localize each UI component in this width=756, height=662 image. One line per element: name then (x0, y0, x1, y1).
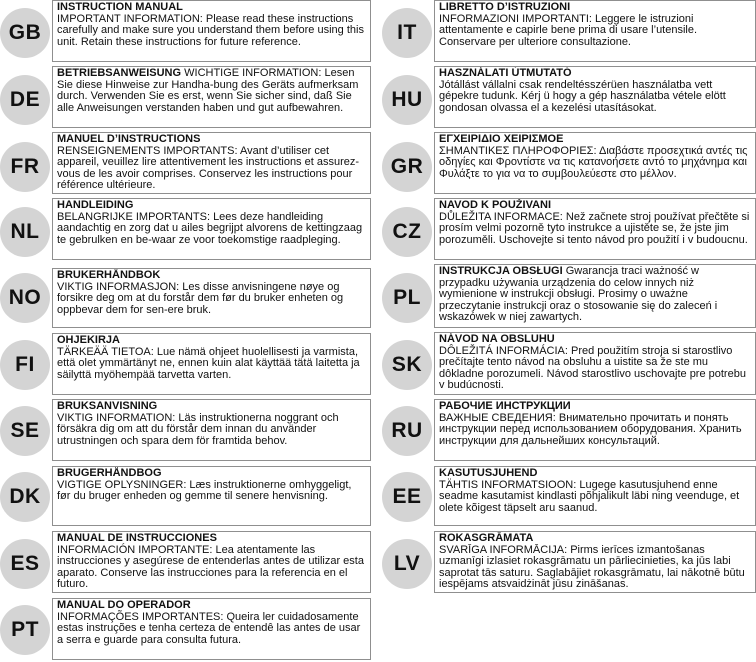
entry-text-pt: INFORMAÇÕES IMPORTANTES: Queira ler cuidadosamente estas instruções e tenha certeza de entendê las antes de usar a serra e guarde para consulta futura. (57, 610, 361, 646)
entry-box-it (434, 0, 756, 62)
language-badge-gr: GR (382, 142, 432, 192)
language-badge-pl: PL (382, 273, 432, 323)
entry-title-sk: NÁVOD NA OBSLUHU (439, 333, 555, 345)
entry-title-cz: NAVOD K POUŽIVANI (439, 199, 552, 211)
language-badge-ru: RU (382, 406, 432, 456)
language-badge-cz: CZ (382, 207, 432, 257)
language-badge-hu: HU (382, 75, 432, 125)
language-badge-lv: LV (382, 539, 432, 589)
entry-box-gb (52, 0, 371, 62)
entry-title-ee: KASUTUSJUHEND (439, 467, 538, 479)
language-badge-fr: FR (0, 142, 50, 192)
entry-title-gr: ΕΓΧΕΙΡΙΔΙΟ ΧΕΙΡΙΣΜΟΕ (439, 133, 564, 145)
entry-text-sk: DÔLEŽITÁ INFORMÁCIA: Pred použitím stroja si starostlivo prečítajte tento návod na obsluhu a uistite sa že ste mu dôkladne porozumeli. Návod starostlivo uschovajte pre potrebu v budúcnosti. (439, 344, 746, 392)
entry-title-ru: РАБОЧИЕ ИНСТРУКЦИИ (439, 400, 571, 412)
language-badge-it: IT (382, 8, 432, 58)
language-badge-pt: PT (0, 605, 50, 655)
entry-box-de (52, 66, 371, 128)
entry-title-pl: INSTRUKCJA OBSŁUGI (439, 265, 563, 277)
entry-text-lv: SVARĪGA INFORMĀCIJA: Pirms ierīces izmantošanas uzmanīgi izlasiet rokasgrāmatu un pārliecinieties, ka jūs labi saprotat tās saturu. Saglabājiet rokasgrāmatu, lai nākotnē būtu iespējams atsvaidżināt jūsu zināšanas. (439, 543, 745, 591)
entry-title-fi: OHJEKIRJA (57, 334, 120, 346)
entry-box-gr (434, 132, 756, 194)
entry-title-pt: MANUAL DO OPERADOR (57, 599, 191, 611)
entry-text-nl: BELANGRIJKE IMPORTANTS: Lees deze handleiding aandachtig en zorg dat u ailes begrijpt alvorens de kettingzaag te gebrulken en be-waar ze voor toekomstige raadpleging. (57, 210, 363, 246)
entry-box-fr (52, 132, 371, 194)
entry-text-it: INFORMAZIONI IMPORTANTI: Leggere le istruzioni attentamente e capirle bene prima di usare l’utensile. Conservare per ulteriore consultazione. (439, 12, 698, 48)
entry-box-dk (52, 466, 371, 526)
entry-text-fr: RENSEIGNEMENTS IMPORTANTS: Avant d’utiliser cet appareil, veuillez lire attentivement les instructions et assurez-vous de les avoir comprises. Conservez les instructions pour référence ultérieure. (57, 144, 360, 192)
entry-title-se: BRUKSANVISNING (57, 400, 158, 412)
entry-title-no: BRUKERHÅNDBOK (57, 269, 161, 281)
entry-box-es (52, 531, 371, 593)
entry-box-se (52, 399, 371, 461)
entry-title-de: BETRIEBSANWEISUNG (57, 67, 182, 79)
entry-box-fi (52, 333, 371, 395)
entry-text-no: VIKTIG INFORMASJON: Les disse anvisningene nøye og forsikre deg om at du forstår dem før du bruker enheten og oppbevar dem for sen-ere bruk. (57, 280, 344, 316)
language-badge-ee: EE (382, 472, 432, 522)
entry-text-ru: ВАЖНЫЕ СВЕДЕНИЯ: Внимательно прочитать и понять инструкции перед использованием оборудования. Хранить инструкции для дальнейших консультаций. (439, 411, 742, 447)
language-badge-de: DE (0, 75, 50, 125)
entry-box-lv (434, 531, 756, 593)
language-badge-sk: SK (382, 340, 432, 390)
entry-text-dk: VIGTIGE OPLYSNINGER: Læs instruktionerne omhyggeligt, før du bruger enheden og gemme til senere henvisning. (57, 478, 352, 503)
entry-box-pl (434, 264, 756, 328)
entry-title-es: MANUAL DE INSTRUCCIONES (57, 532, 217, 544)
entry-title-fr: MANUEL D’INSTRUCTIONS (57, 133, 201, 145)
language-badge-gb: GB (0, 8, 50, 58)
entry-text-pl: INSTRUKCJA OBSŁUGI Gwarancja traci ważność w przypadku używania urządzenia do celow innych niż wymienione w instrukcji obsługi. Prosimy o uważne przeczytanie instrukcji oraz o stosowanie się do zaleceń i wskazówek w niej zawartych. (439, 265, 718, 324)
language-badge-es: ES (0, 539, 50, 589)
entry-box-nl (52, 198, 371, 260)
entry-box-pt (52, 598, 371, 660)
entry-title-dk: BRUGERHÅNDBOG (57, 467, 162, 479)
language-badge-dk: DK (0, 472, 50, 522)
entry-text-gb: IMPORTANT INFORMATION: Please read these instructions carefully and make sure you understand them before using this unit. Retain these instructions for future reference. (57, 12, 364, 48)
entry-text-fi: TÄRKEÄÄ TIETOA: Lue nämä ohjeet huolellisesti ja varmista, että olet ymmärtänyt ne, ennen kuin alat käyttää tätä laitetta ja säilyttä myöhempää tarvetta varten. (57, 345, 360, 381)
entry-text-cz: DŮLEŽITA INFORMACE: Než začnete stroj používat přečtěte si prosím velmi pozorně tyto instrukce a ujistěte se, že jste jim porozuměli. Uschovejte si tento návod pro použití i v budoucnu. (439, 210, 750, 246)
entry-text-es: INFORMACIÓN IMPORTANTE: Lea atentamente las instrucciones y asegúrese de entenderlas antes de utilizar esta aparato. Conserve las instrucciones para la referencia en el futuro. (57, 543, 364, 591)
entry-box-ru (434, 399, 756, 461)
language-badge-fi: FI (0, 340, 50, 390)
language-badge-no: NO (0, 273, 50, 323)
entry-box-hu (434, 66, 756, 128)
entry-title-nl: HANDLEIDING (57, 199, 134, 211)
entry-box-cz (434, 198, 756, 260)
entry-title-hu: HASZNÁLATI ÚTMUTATÓ (439, 67, 572, 79)
entry-text-hu: Jótállást vállalni csak rendeltésszérüen használatba vett gépekre tudunk. Kérj ü hogy a gép használatba vétele elött gondosan olvassa el a kezelési utasításokat. (439, 78, 726, 114)
entry-title-lv: ROKASGRĀMATA (439, 532, 534, 544)
language-badge-se: SE (0, 406, 50, 456)
entry-box-no (52, 268, 371, 328)
entry-text-de: BETRIEBSANWEISUNG WICHTIGE INFORMATION: Lesen Sie diese Hinweise zur Handha-bung des Geräts aufmerksam durch. Verwenden Sie es erst, wenn Sie sicher sind, daß Sie alle Anweisungen verstanden haben und gut aufbewahren. (57, 67, 359, 114)
entry-box-ee (434, 466, 756, 526)
entry-box-sk (434, 332, 756, 395)
entry-text-gr: ΣΗΜΑΝΤΙΚΕΣ ΠΛΗΡΟΦΟΡΙΕΣ: Διαβάστε προσεχτικά αντές τις οδηγίες και Φροντίστε να τις κατανοήσετε αντό το μηχάνημα και Φυλάξτε το για να το συμβουλεύεστε στο μέλλον. (439, 144, 748, 180)
entry-text-ee: TÄHTIS INFORMATSIOON: Lugege kasutusjuhend enne seadme kasutamist kindlasti põhjalikult läbi ning veenduge, et olete kõigest täpselt aru saanud. (439, 478, 740, 514)
entry-text-se: VIKTIG INFORMATION: Läs instruktionerna noggrant och försäkra dig om att du förstår dem innan du använder utrustningen och spara dem för framtida behov. (57, 411, 339, 447)
language-badge-nl: NL (0, 207, 50, 257)
entry-title-it: LIBRETTO D’ISTRUZIONI (439, 1, 571, 13)
entry-title-gb: INSTRUCTION MANUAL (57, 1, 183, 13)
